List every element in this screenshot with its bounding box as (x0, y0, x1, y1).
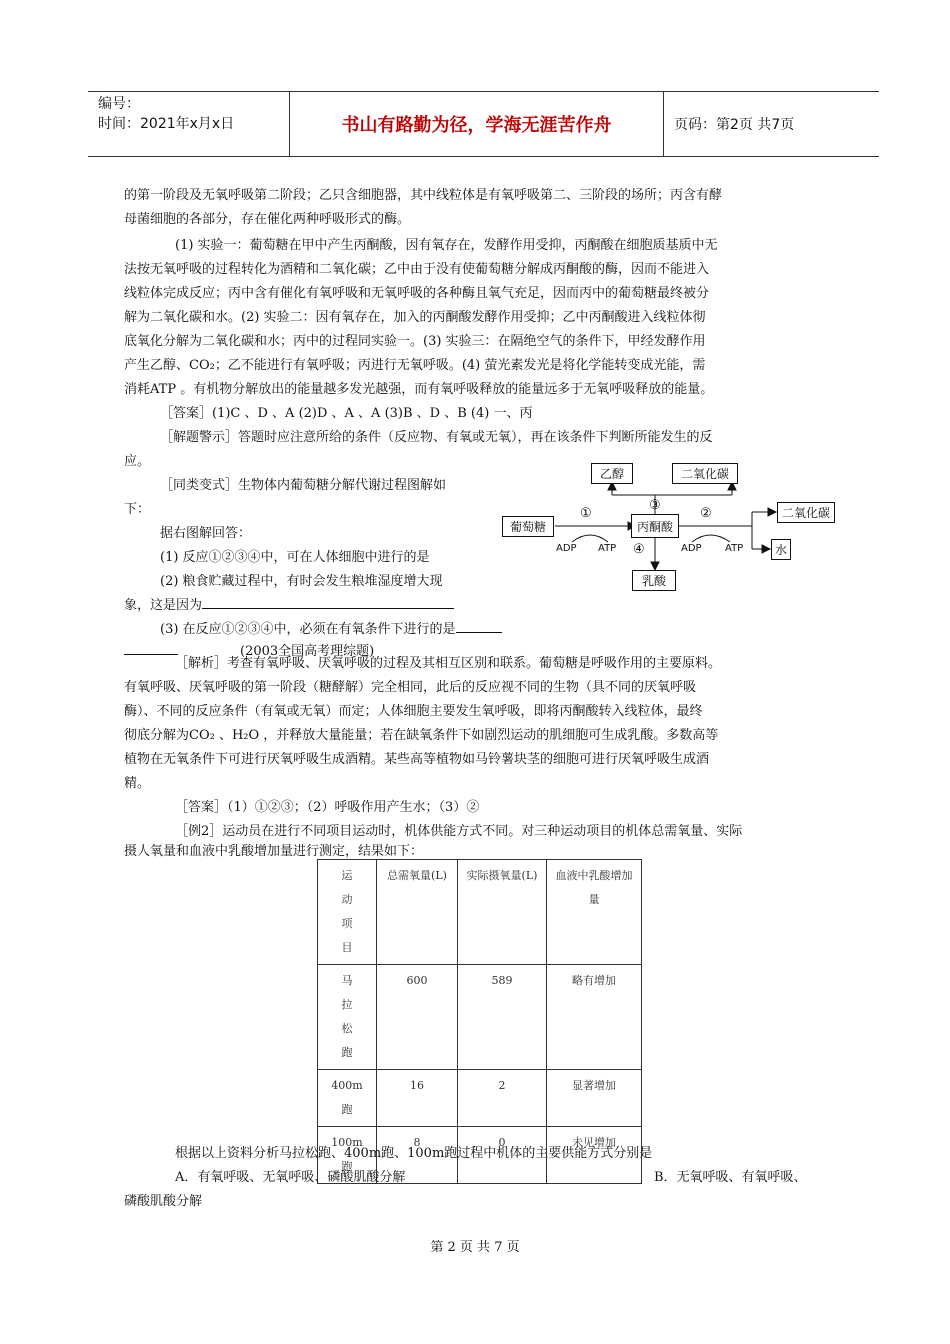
text-line: ［解析］考查有氧呼吸、厌氧呼吸的过程及其相互区别和联系。葡萄糖是呼吸作用的主要原料。 (175, 656, 722, 671)
text-line: 法按无氧呼吸的过程转化为酒精和二氧化碳；乙中由于没有使葡萄糖分解成丙酮酸的酶，因而不能进入 (124, 262, 710, 277)
adp-label-right: ADP (681, 543, 702, 554)
header-cell (547, 860, 642, 965)
text-line: 根据以上资料分析马拉松跑、400m跑、100m跑过程中机体的主要供能方式分别是 (175, 1146, 653, 1161)
table-row (318, 965, 642, 1070)
option-a: A．有氧呼吸、无氧呼吸、磷酸肌酸分解 (175, 1170, 406, 1185)
table-cell: 0 (458, 1127, 547, 1184)
option-b: B．无氧呼吸、有氧呼吸、 (654, 1170, 807, 1185)
table-cell: 8 (377, 1127, 458, 1184)
node-ethanol: 乙醇 (591, 463, 633, 484)
header-cell (377, 860, 458, 965)
question-3-text: (3) 在反应①②③④中，必须在有氧条件下进行的是 (160, 622, 456, 637)
header-time: 时间：2021年x月x日 (98, 116, 235, 132)
text-line: 植物在无氧条件下可进行厌氧呼吸生成酒精。某些高等植物如马铃薯块茎的细胞可进行厌氧呼吸生成酒 (124, 752, 710, 767)
table-header-row (318, 860, 642, 965)
text-line: 彻底分解为CO₂ 、H₂O ，并释放大量能量；若在缺氧条件下如剧烈运动的肌细胞可生成乳酸。多数高等 (124, 728, 719, 743)
header-text: 总需氧量(L) (387, 869, 447, 882)
text-line: 消耗ATP 。有机物分解放出的能量越多发光越强，而有氧呼吸释放的能量远多于无氧呼吸释放的能量。 (124, 382, 714, 397)
text-line: 酶）、不同的反应条件（有氧或无氧）而定；人体细胞主要发生氧呼吸，即将丙酮酸转入线粒体，最终 (124, 704, 703, 719)
table-cell: 589 (458, 965, 547, 1070)
table-cell: 显著增加 (547, 1070, 642, 1127)
node-pyruvate: 丙酮酸 (631, 514, 679, 538)
option-b-cont: 磷酸肌酸分解 (124, 1194, 203, 1209)
atp-label-left: ATP (598, 543, 617, 554)
source-note: (2003全国高考理综题) (240, 644, 375, 659)
header-page: 页码：第2页 共7页 (674, 117, 795, 133)
text-line: ［解题警示］答题时应注意所给的条件（反应物、有氧或无氧），再在该条件下判断所能发生的反 (160, 430, 713, 445)
text-line: 据右图解回答： (160, 526, 252, 541)
cell-text: 马 拉 松 跑 (341, 974, 353, 1059)
header-cell (458, 860, 547, 965)
header-text: 血液中乳酸增加量 (555, 869, 633, 906)
text-line: 线粒体完成反应；丙中含有催化有氧呼吸和无氧呼吸的各种酶且氧气充足，因而丙中的葡萄糖最终被分 (124, 286, 710, 301)
answer-blank (202, 594, 454, 609)
text-line: 母菌细胞的各部分，存在催化两种呼吸形式的酶。 (124, 212, 411, 227)
table-cell (318, 1070, 377, 1127)
text-line: 应。 (124, 454, 151, 469)
text-line: ［例2］运动员在进行不同项目运动时，机体供能方式不同。对三种运动项目的机体总需氧量、实际 (175, 824, 743, 839)
page-footer: 第 2 页 共 7 页 (430, 1240, 520, 1255)
text-line: 底氧化分解为二氧化碳和水；丙中的过程同实验一。(3) 实验三：在隔绝空气的条件下，甲经发酵作用 (124, 334, 706, 349)
node-lactate: 乳酸 (632, 570, 676, 591)
table-cell: 未见增加 (547, 1127, 642, 1184)
header-number: 编号： (98, 96, 140, 112)
text-line: 有氧呼吸、厌氧呼吸的第一阶段（糖酵解）完全相同，此后的反应视不同的生物（具不同的厌氧呼吸 (124, 680, 697, 695)
question-3 (160, 618, 502, 642)
question-2-cont (124, 594, 454, 618)
header-motto: 书山有路勤为径，学海无涯苦作舟 (290, 92, 664, 156)
text-line: (1) 实验一：葡萄糖在甲中产生丙酮酸，因有氧存在，发酵作用受抑，丙酮酸在细胞质基质中无 (175, 238, 718, 253)
question-1: (1) 反应①②③④中，可在人体细胞中进行的是 (160, 550, 430, 565)
table-row (318, 1070, 642, 1127)
text-line: 的第一阶段及无氧呼吸第二阶段；乙只含细胞器，其中线粒体是有氧呼吸第二、三阶段的场所；丙含有酵 (124, 188, 723, 203)
reaction-3-label: ③ (649, 498, 661, 513)
question-2-text: 象，这是因为 (124, 598, 203, 613)
table-cell: 2 (458, 1070, 547, 1127)
node-water: 水 (771, 539, 791, 560)
node-glucose: 葡萄糖 (502, 516, 554, 537)
adp-label-left: ADP (556, 543, 577, 554)
table-cell: 16 (377, 1070, 458, 1127)
header-text: 运 动 项 目 (341, 869, 353, 954)
reaction-2-label: ② (700, 506, 712, 521)
table-cell (318, 965, 377, 1070)
text-line: 下： (124, 502, 151, 517)
text-line: 精。 (124, 776, 151, 791)
answer-blank (456, 618, 502, 633)
answer-line: ［答案］(1)C 、D 、A (2)D 、A 、A (3)B 、D 、B (4) 一、丙 (160, 406, 533, 421)
header-text: 实际摄氧量(L) (466, 869, 538, 882)
reaction-4-label: ④ (633, 542, 645, 557)
cell-text: 100m 跑 (331, 1136, 363, 1173)
text-line: 摄人氧量和血液中乳酸增加量进行测定，结果如下： (124, 844, 424, 859)
text-line: 产生乙醇、CO₂；乙不能进行有氧呼吸；丙进行无氧呼吸。(4) 萤光素发光是将化学能转变成光能，需 (124, 358, 706, 373)
text-line: ［同类变式］生物体内葡萄糖分解代谢过程图解如 (160, 478, 447, 493)
reaction-1-label: ① (580, 506, 592, 521)
node-co2-top: 二氧化碳 (672, 463, 738, 484)
page-header (88, 91, 879, 157)
results-table (317, 859, 642, 1184)
answer-blank (124, 640, 178, 655)
table-cell: 600 (377, 965, 458, 1070)
header-meta (88, 92, 290, 156)
question-2: (2) 粮食贮藏过程中，有时会发生粮堆湿度增大现 (160, 574, 443, 589)
table-cell: 略有增加 (547, 965, 642, 1070)
cell-text: 400m 跑 (331, 1079, 363, 1116)
text-line: 解为二氧化碳和水。(2) 实验二：因有氧存在，加入的丙酮酸发酵作用受抑；乙中丙酮酸进入线粒体彻 (124, 310, 706, 325)
node-co2-right: 二氧化碳 (777, 502, 835, 523)
answer-line: ［答案］（1）①②③；（2）呼吸作用产生水；（3）② (175, 800, 480, 815)
atp-label-right: ATP (725, 543, 744, 554)
header-cell (318, 860, 377, 965)
